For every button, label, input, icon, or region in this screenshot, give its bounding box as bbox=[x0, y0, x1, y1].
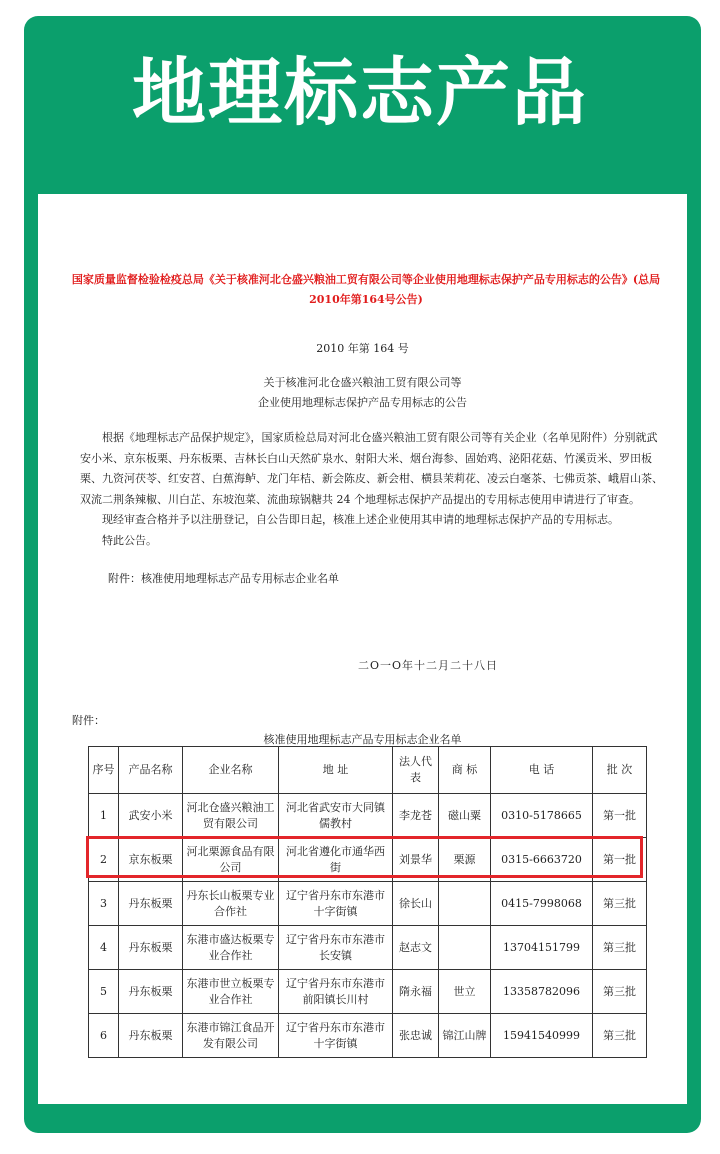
header-cell: 批 次 bbox=[593, 747, 647, 794]
table-cell: 15941540999 bbox=[491, 1014, 593, 1058]
table-cell: 5 bbox=[89, 970, 119, 1014]
notice-paragraph-2: 现经审查合格并予以注册登记，自公告即日起，核准上述企业使用其申请的地理标志保护产品的专用标志。 bbox=[102, 513, 619, 526]
table-cell: 东港市盛达板栗专业合作社 bbox=[183, 926, 279, 970]
table-cell bbox=[439, 882, 491, 926]
header-cell: 商 标 bbox=[439, 747, 491, 794]
header-cell: 企业名称 bbox=[183, 747, 279, 794]
table-cell: 东港市锦江食品开发有限公司 bbox=[183, 1014, 279, 1058]
table-cell: 0315-6663720 bbox=[491, 838, 593, 882]
table-cell: 武安小米 bbox=[119, 794, 183, 838]
table-cell: 丹东板栗 bbox=[119, 926, 183, 970]
table-cell: 第三批 bbox=[593, 970, 647, 1014]
table-cell: 徐长山 bbox=[393, 882, 439, 926]
table-row-highlighted bbox=[89, 838, 647, 882]
header-cell: 序号 bbox=[89, 747, 119, 794]
table-cell: 13358782096 bbox=[491, 970, 593, 1014]
table-cell: 3 bbox=[89, 882, 119, 926]
table-cell: 磁山粟 bbox=[439, 794, 491, 838]
notice-paragraph-1: 根据《地理标志产品保护规定》，国家质检总局对河北仓盛兴粮油工贸有限公司等有关企业（名单见附件）分别就武安小米、京东板栗、丹东板栗、吉林长白山天然矿泉水、射阳大米、烟台海参、固始鸡、泌阳花菇、竹溪贡米、罗田板栗、九资河茯苓、红安苕、白蕉海鲈、龙门年桔、新会陈皮、新会柑、横县茉莉花、凌云白毫茶、七佛贡茶、峨眉山茶、双流二荆条辣椒、川白芷、东坡泡菜、流曲琼锅糖共 24 个地理标志保护产品提出的专用标志使用申请进行了审查。 bbox=[80, 431, 663, 506]
table-cell: 河北省遵化市通华西街 bbox=[279, 838, 393, 882]
header-cell: 电 话 bbox=[491, 747, 593, 794]
table-cell: 辽宁省丹东市东港市长安镇 bbox=[279, 926, 393, 970]
notice-subtitle-1: 关于核准河北仓盛兴粮油工贸有限公司等 bbox=[263, 376, 462, 389]
table-cell: 京东板栗 bbox=[119, 838, 183, 882]
table-cell: 河北省武安市大同镇儒教村 bbox=[279, 794, 393, 838]
banner-title: 地理标志产品 bbox=[132, 50, 588, 136]
table-cell: 第三批 bbox=[593, 882, 647, 926]
table-cell: 0310-5178665 bbox=[491, 794, 593, 838]
table-cell: 赵志文 bbox=[393, 926, 439, 970]
notice-paragraph-3: 特此公告。 bbox=[102, 533, 157, 547]
table-cell: 2 bbox=[89, 838, 119, 882]
table-row bbox=[89, 1014, 647, 1058]
table-cell: 4 bbox=[89, 926, 119, 970]
notice-red-title: 国家质量监督检验检疫总局《关于核准河北仓盛兴粮油工贸有限公司等企业使用地理标志保护产品专用标志的公告》(总局2010年第164号公告) bbox=[71, 273, 661, 306]
notice-date: 二O一O年十二月二十八日 bbox=[358, 659, 499, 672]
table-cell: 第三批 bbox=[593, 1014, 647, 1058]
table-cell: 隋永福 bbox=[393, 970, 439, 1014]
table-cell: 第一批 bbox=[593, 794, 647, 838]
table-cell: 丹东板栗 bbox=[119, 882, 183, 926]
table-cell: 第一批 bbox=[593, 838, 647, 882]
header-cell: 法人代表 bbox=[393, 747, 439, 794]
table-cell: 6 bbox=[89, 1014, 119, 1058]
table-cell: 河北仓盛兴粮油工贸有限公司 bbox=[183, 794, 279, 838]
table-cell: 刘景华 bbox=[393, 838, 439, 882]
table-row bbox=[89, 970, 647, 1014]
table-row bbox=[89, 882, 647, 926]
table-cell: 0415-7998068 bbox=[491, 882, 593, 926]
table-cell: 辽宁省丹东市东港市十字街镇 bbox=[279, 1014, 393, 1058]
table-title: 核准使用地理标志产品专用标志企业名单 bbox=[263, 733, 462, 746]
attachment-note: 附件：核准使用地理标志产品专用标志企业名单 bbox=[108, 572, 339, 585]
table-cell: 13704151799 bbox=[491, 926, 593, 970]
notice-body bbox=[80, 428, 666, 551]
table-cell: 第三批 bbox=[593, 926, 647, 970]
table-cell: 李龙苍 bbox=[393, 794, 439, 838]
table-cell: 世立 bbox=[439, 970, 491, 1014]
table-row bbox=[89, 794, 647, 838]
table-cell: 丹东板栗 bbox=[119, 1014, 183, 1058]
table-cell: 张忠诚 bbox=[393, 1014, 439, 1058]
table-cell: 河北栗源食品有限公司 bbox=[183, 838, 279, 882]
notice-subtitle-2: 企业使用地理标志保护产品专用标志的公告 bbox=[258, 396, 467, 409]
table-cell bbox=[439, 926, 491, 970]
table-cell: 锦江山牌 bbox=[439, 1014, 491, 1058]
header-cell: 地 址 bbox=[279, 747, 393, 794]
table-header-row bbox=[89, 747, 647, 794]
header-cell: 产品名称 bbox=[119, 747, 183, 794]
attachment-label: 附件： bbox=[72, 714, 105, 727]
table-cell: 辽宁省丹东市东港市前阳镇长川村 bbox=[279, 970, 393, 1014]
notice-number: 2010 年第 164 号 bbox=[316, 342, 409, 355]
enterprise-table bbox=[88, 746, 647, 1058]
table-cell: 丹东板栗 bbox=[119, 970, 183, 1014]
table-cell: 东港市世立板栗专业合作社 bbox=[183, 970, 279, 1014]
table-row bbox=[89, 926, 647, 970]
table-cell: 栗源 bbox=[439, 838, 491, 882]
table-cell: 辽宁省丹东市东港市十字街镇 bbox=[279, 882, 393, 926]
table-cell: 丹东长山板栗专业合作社 bbox=[183, 882, 279, 926]
table-cell: 1 bbox=[89, 794, 119, 838]
